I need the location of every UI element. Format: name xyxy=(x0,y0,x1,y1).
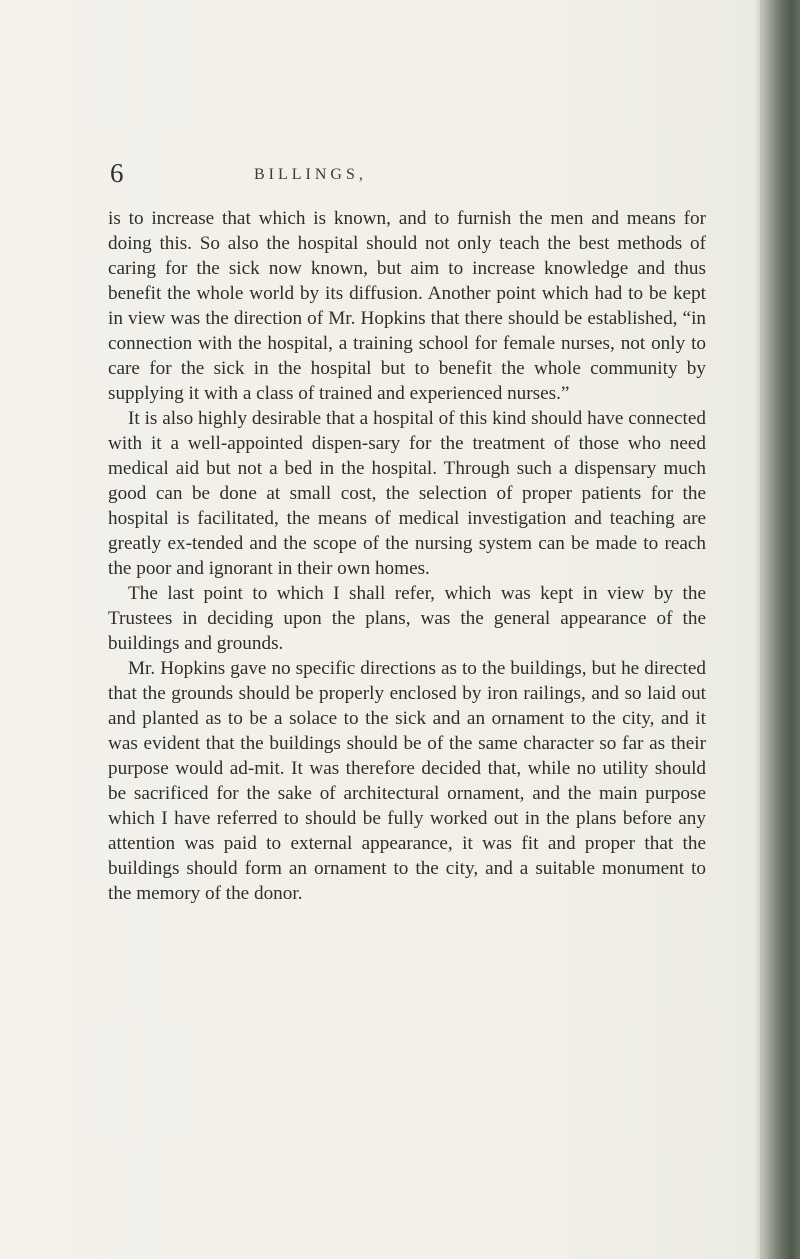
page-number: 6 xyxy=(110,158,124,188)
page-header xyxy=(110,158,750,198)
body-text xyxy=(108,206,706,906)
paragraph-1: is to increase that which is known, and to furnish the men and means for doing this. So also the hospital should not only teach the best methods of caring for the sick now known, but aim to increase knowledge and thus benefit the whole world by its diffusion. Another point which had to be kept in view was the direction of Mr. Hopkins that there should be established, “in connection with the hospital, a training school for female nurses, not only to care for the sick in the hospital but to benefit the whole community by supplying it with a class of trained and experienced nurses.” xyxy=(108,208,706,404)
paragraph-3: The last point to which I shall refer, which was kept in view by the Trustees in deciding upon the plans, was the general appearance of the buildings and grounds. xyxy=(108,583,706,654)
paragraph-2: It is also highly desirable that a hospital of this kind should have connected with it a well-appointed dispen-sary for the treatment of those who need medical aid but not a bed in the hospital. Through such a dispensary much good can be done at small cost, the selection of proper patients for the hospital is facilitated, the means of medical investigation and teaching are greatly ex-tended and the scope of the nursing system can be made to reach the poor and ignorant in their own homes. xyxy=(108,408,706,579)
book-spine-edge xyxy=(760,0,800,1259)
running-head: BILLINGS, xyxy=(254,166,367,183)
paragraph-4: Mr. Hopkins gave no specific directions as to the buildings, but he directed that the grounds should be properly enclosed by iron railings, and so laid out and planted as to be a solace to the sick and an ornament to the city, and it was evident that the buildings should be of the same character so far as their purpose would ad-mit. It was therefore decided that, while no utility should be sacrificed for the sake of architectural ornament, and the main purpose which I have referred to should be fully worked out in the plans before any attention was paid to external appearance, it was fit and proper that the buildings should form an ornament to the city, and a suitable monument to the memory of the donor. xyxy=(108,658,706,904)
